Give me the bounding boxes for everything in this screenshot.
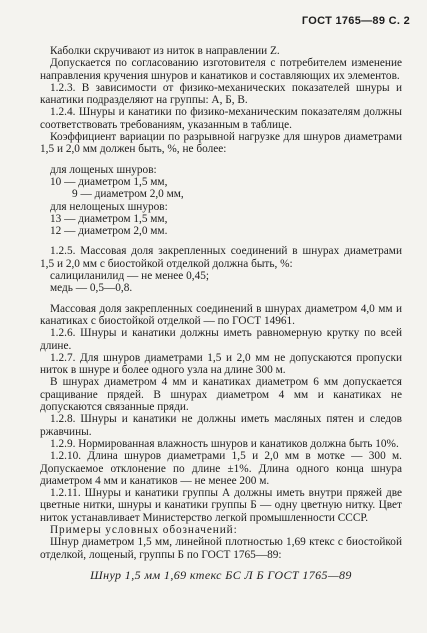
paragraph-1-2-11: 1.2.11. Шнуры и канатики группы А должны иметь внутри пряжей две цветные нитки, шнуры и канатики группы Б — одну цветную нитку. Цвет ниток устанавливает Министерство легкой промышленности СССР. [40,487,402,524]
paragraph-1-2-6: 1.2.6. Шнуры и канатики должны иметь равномерную крутку по всей длине. [40,327,402,352]
list-item-polished-1-5: 10 — диаметром 1,5 мм, [50,175,168,188]
list-item-unpolished-1-5: 13 — диаметром 1,5 мм, [50,212,168,225]
list-heading-unpolished: для нелощеных шнуров: [50,200,168,213]
paragraph-1-2-5: 1.2.5. Массовая доля закрепленных соединений в шнурах диаметрами 1,5 и 2,0 мм с биостойкой отделкой должна быть, %: [40,245,402,270]
paragraph-4mm-cords: Массовая доля закрепленных соединений в шнурах диаметром 4,0 мм и канатиках с биостойкой отделкой — по ГОСТ 14961. [40,302,402,327]
paragraph-1-2-8: 1.2.8. Шнуры и канатики не должны иметь масляных пятен и следов ржавчины. [40,413,402,438]
paragraph-1-2-7: 1.2.7. Для шнуров диаметрами 1,5 и 2,0 мм не допускаются пропуски ниток в шнуре и более одного узла на длине 300 м. [40,351,402,377]
list-heading-polished: для лощеных шнуров: [50,163,157,176]
list-item-copper: медь — 0,5—0,8. [50,282,133,295]
paragraph-1-2-10: 1.2.10. Длина шнуров диаметрами 1,5 и 2,0 мм в мотке — 300 м. Допускаемое отклонение по длине ±1%. Длина одного конца шнура диаметром 4 мм и канатиков — не менее 200 м. [40,450,402,487]
paragraph-twist-change: Допускается по согласованию изготовителя с потребителем изменение направления кручения шнуров и канатиков и составляющих их элементов. [40,57,402,82]
document-body [40,45,402,581]
example-designation: Шнур 1,5 мм 1,69 ктекс БС Л Б ГОСТ 1765—89 [90,567,352,582]
list-item-unpolished-2-0: 12 — диаметром 2,0 мм. [50,225,168,238]
list-item-polished-2-0: 9 — диаметром 2,0 мм, [72,188,184,201]
list-item-salicylanilide: салициланилид — не менее 0,45; [50,270,210,283]
paragraph-1-2-3: 1.2.3. В зависимости от физико-механических показателей шнуры и канатики подразделяют на группы: А, Б, В. [40,81,402,107]
paragraph-example: Шнур диаметром 1,5 мм, линейной плотностью 1,69 ктекс с биостойкой отделкой, лощеный, группы Б по ГОСТ 1765—89: [40,536,402,561]
paragraph-splicing: В шнурах диаметром 4 мм и канатиках диаметром 6 мм допускается сращивание прядей. В шнурах диаметром 4 мм и канатиках не допускаются связанные пряди. [40,376,402,414]
paragraph-variation-coefficient: Коэффициент вариации по разрывной нагрузке для шнуров диаметрами 1,5 и 2,0 мм должен быть, %, не более: [40,131,402,156]
paragraph-plies-twist: Каболки скручивают из ниток в направлении Z. [50,45,280,57]
paragraph-1-2-9: 1.2.9. Нормированная влажность шнуров и канатиков должна быть 10%. [50,437,399,450]
examples-heading: Примеры условных обозначений: [50,523,238,536]
paragraph-1-2-4: 1.2.4. Шнуры и канатики по физико-механическим показателям должны соответствовать требованиям, указанным в таблице. [40,106,402,131]
running-head: ГОСТ 1765—89 С. 2 [301,15,410,27]
